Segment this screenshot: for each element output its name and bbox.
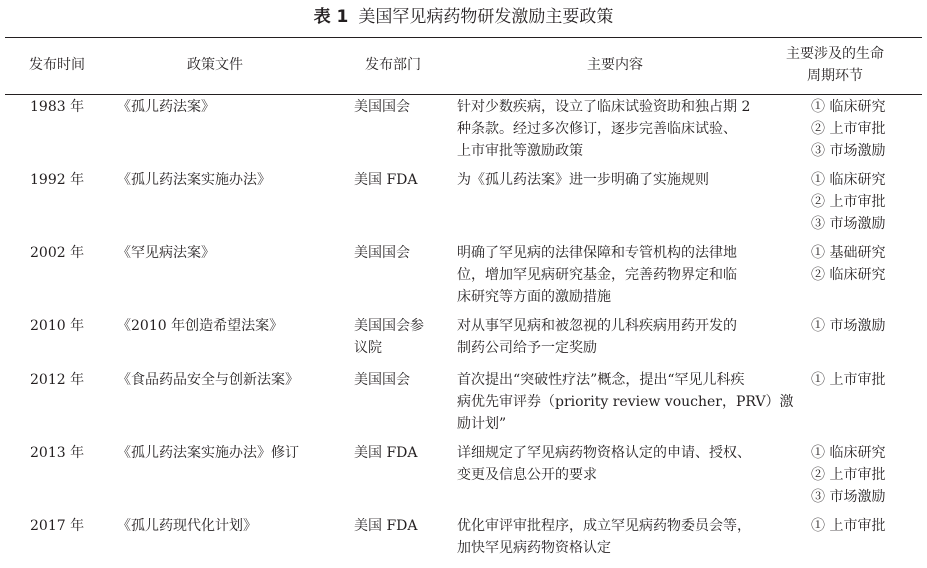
- row-1-issuer: [354, 96, 410, 118]
- row-4-document: 《2010 年创造希望法案》: [117, 318, 284, 334]
- header-rule: [5, 94, 922, 95]
- row-4-date: 2010 年: [30, 318, 85, 334]
- lifecycle-stage: ② 上市审批: [811, 121, 886, 137]
- content-line: 为《孤儿药法案》进一步明确了实施规则: [457, 172, 709, 188]
- issuer-line: 美国国会: [354, 99, 410, 115]
- content-line: 首次提出“突破性疗法”概念，提出“罕见儿科疾: [457, 372, 745, 388]
- row-1-document: 《孤儿药法案》: [117, 99, 215, 115]
- lifecycle-stage: ③ 市场激励: [811, 216, 886, 232]
- content-line: 针对少数疾病，设立了临床试验资助和独占期 2: [457, 99, 751, 115]
- header-document: 政策文件: [187, 57, 243, 73]
- issuer-line: 美国 FDA: [354, 518, 418, 534]
- header-content: 主要内容: [587, 57, 643, 73]
- header-date: 发布时间: [29, 57, 85, 73]
- content-line: 上市审批等激励政策: [457, 143, 583, 159]
- row-2-content: [457, 169, 709, 191]
- lifecycle-stage: ① 上市审批: [811, 372, 886, 388]
- header-stage-line2: 周期环节: [807, 68, 863, 84]
- lifecycle-stage: ① 临床研究: [811, 99, 886, 115]
- row-5-stages: [811, 369, 885, 391]
- lifecycle-stage: ② 临床研究: [811, 267, 886, 283]
- row-5-issuer: [354, 369, 410, 391]
- lifecycle-stage: ① 临床研究: [811, 172, 886, 188]
- content-line: 励计划”: [457, 416, 507, 432]
- table-label: 表 1: [313, 7, 349, 27]
- content-line: 加快罕见病药物资格认定: [457, 540, 611, 556]
- row-2-document: 《孤儿药法案实施办法》: [117, 172, 271, 188]
- content-line: 优化审评审批程序，成立罕见病药物委员会等，: [457, 518, 751, 534]
- header-issuer: 发布部门: [365, 57, 421, 73]
- lifecycle-stage: ① 上市审批: [811, 518, 886, 534]
- issuer-line: 美国国会参: [354, 318, 424, 334]
- issuer-line: 美国 FDA: [354, 445, 418, 461]
- issuer-line: 议院: [354, 340, 382, 356]
- row-3-date: 2002 年: [30, 245, 85, 261]
- row-6-issuer: [354, 442, 418, 464]
- row-7-content: [457, 515, 751, 559]
- row-2-stages: [811, 169, 885, 235]
- issuer-line: 美国国会: [354, 372, 410, 388]
- lifecycle-stage: ① 基础研究: [811, 245, 886, 261]
- content-line: 制药公司给予一定奖励: [457, 340, 597, 356]
- row-4-issuer: [354, 315, 424, 359]
- row-1-content: [457, 96, 750, 162]
- row-7-date: 2017 年: [30, 518, 85, 534]
- content-line: 明确了罕见病的法律保障和专管机构的法律地: [457, 245, 737, 261]
- table-caption: [0, 5, 927, 29]
- row-6-document: 《孤儿药法案实施办法》修订: [117, 445, 299, 461]
- lifecycle-stage: ③ 市场激励: [811, 489, 886, 505]
- row-7-stages: [811, 515, 885, 537]
- row-1-stages: [811, 96, 885, 162]
- row-3-document: 《罕见病法案》: [117, 245, 215, 261]
- lifecycle-stage: ① 市场激励: [811, 318, 886, 334]
- lifecycle-stage: ① 临床研究: [811, 445, 886, 461]
- row-6-date: 2013 年: [30, 445, 85, 461]
- lifecycle-stage: ③ 市场激励: [811, 143, 886, 159]
- row-3-stages: [811, 242, 885, 286]
- row-3-content: [457, 242, 737, 308]
- issuer-line: 美国 FDA: [354, 172, 418, 188]
- content-line: 床研究等方面的激励措施: [457, 289, 611, 305]
- row-5-document: 《食品药品安全与创新法案》: [117, 372, 299, 388]
- content-line: 病优先审评券（priority review voucher，PRV）激: [457, 394, 794, 410]
- header-stage: [770, 43, 900, 87]
- row-7-document: 《孤儿药现代化计划》: [117, 518, 257, 534]
- row-3-issuer: [354, 242, 410, 264]
- content-line: 变更及信息公开的要求: [457, 467, 597, 483]
- row-4-stages: [811, 315, 885, 337]
- lifecycle-stage: ② 上市审批: [811, 194, 886, 210]
- table-title: 美国罕见病药物研发激励主要政策: [358, 7, 614, 27]
- lifecycle-stage: ② 上市审批: [811, 467, 886, 483]
- content-line: 详细规定了罕见病药物资格认定的申请、授权、: [457, 445, 751, 461]
- top-rule: [5, 37, 922, 38]
- content-line: 对从事罕见病和被忽视的儿科疾病用药开发的: [457, 318, 737, 334]
- row-5-date: 2012 年: [30, 372, 85, 388]
- row-6-stages: [811, 442, 885, 508]
- row-7-issuer: [354, 515, 418, 537]
- row-2-issuer: [354, 169, 418, 191]
- row-6-content: [457, 442, 751, 486]
- issuer-line: 美国国会: [354, 245, 410, 261]
- row-1-date: 1983 年: [30, 99, 85, 115]
- row-4-content: [457, 315, 737, 359]
- row-2-date: 1992 年: [30, 172, 85, 188]
- row-5-content: [457, 369, 794, 435]
- content-line: 种条款。经过多次修订，逐步完善临床试验、: [457, 121, 737, 137]
- header-stage-line1: 主要涉及的生命: [786, 46, 884, 62]
- content-line: 位，增加罕见病研究基金，完善药物界定和临: [457, 267, 737, 283]
